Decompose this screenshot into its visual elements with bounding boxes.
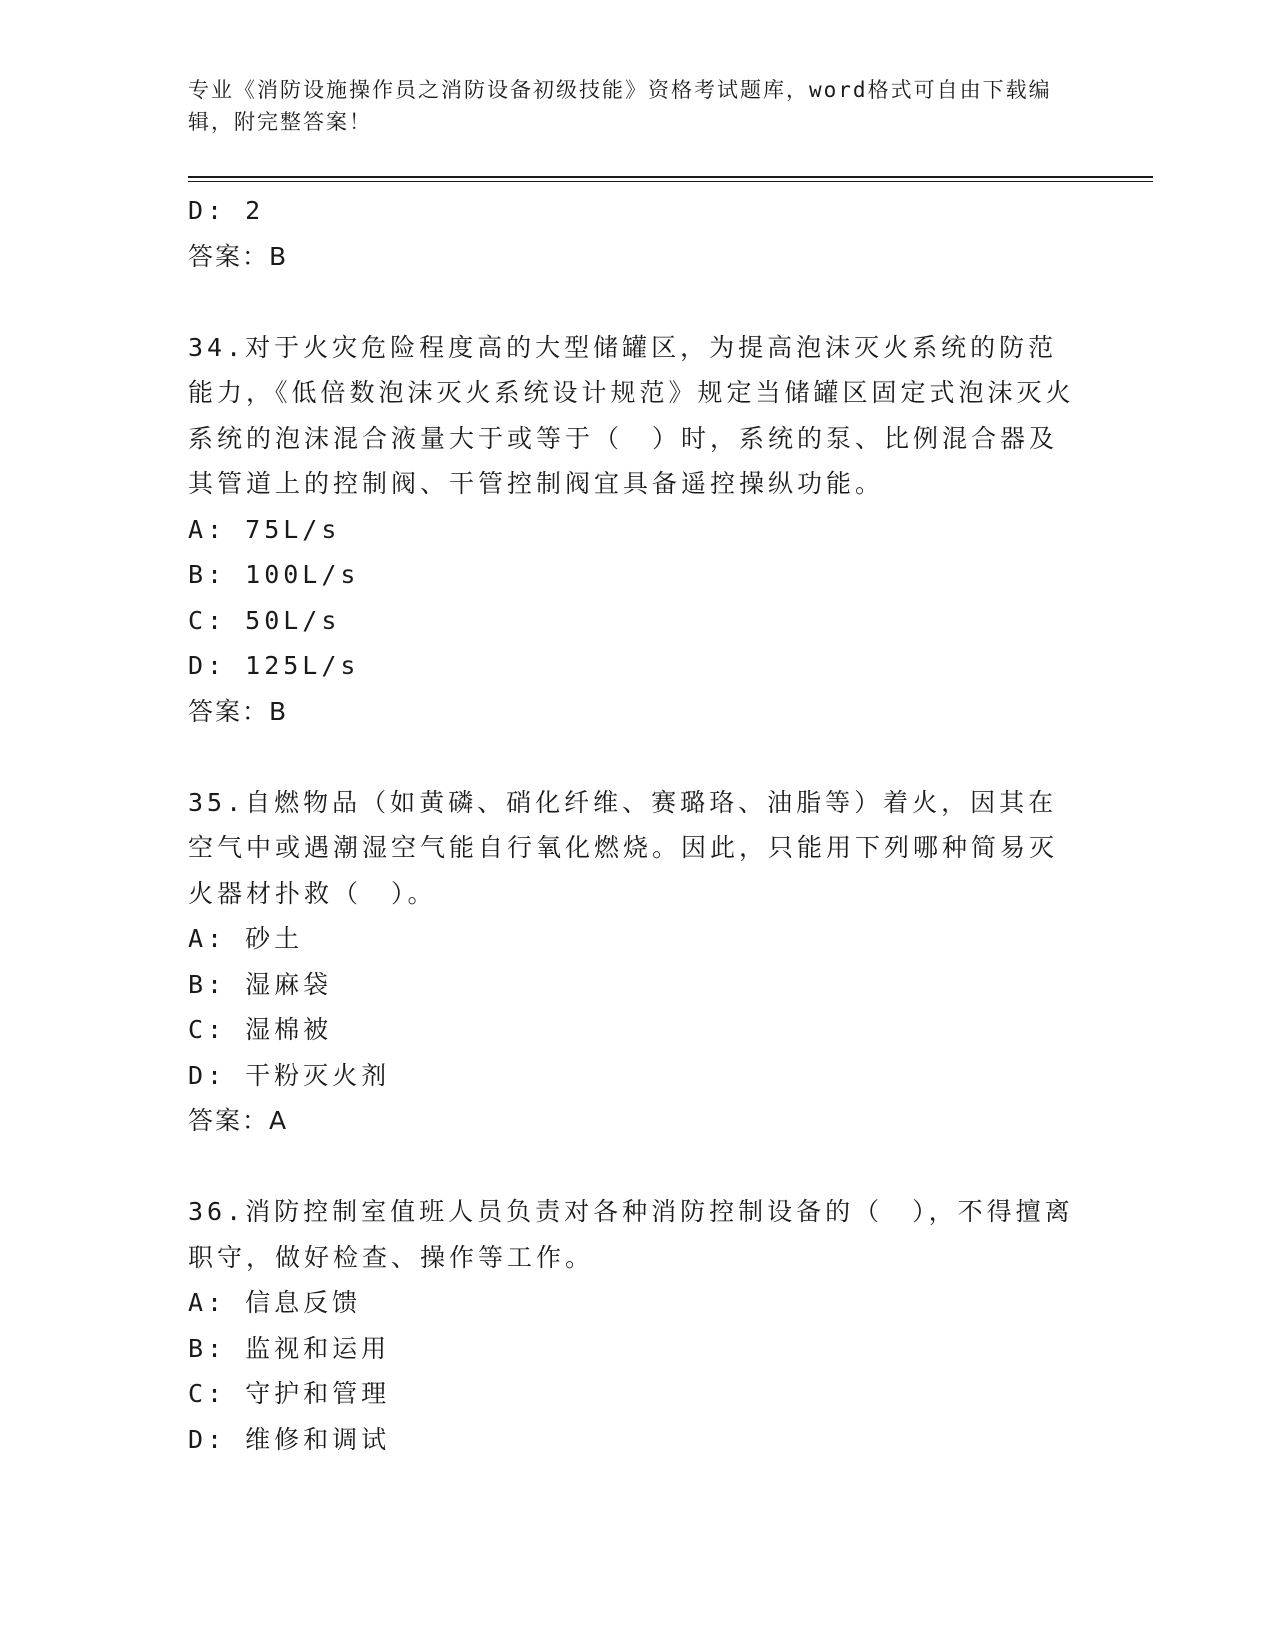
question-stem: 36.消防控制室值班人员负责对各种消防控制设备的（ ），不得擅离职守，做好检查、操作等工作。 xyxy=(188,1197,1074,1272)
prev-question-option-d: D: 2 xyxy=(188,196,265,225)
question-stem: 34.对于火灾危险程度高的大型储罐区，为提高泡沫灭火系统的防范能力，《低倍数泡沫灭火系统设计规范》规定当储罐区固定式泡沫灭火系统的泡沫混合液量大于或等于（ ）时，系统的泵、比例混合器及其管道上的控制阀、干管控制阀宜具备遥控操纵功能。 xyxy=(188,332,1075,498)
prev-question-answer: 答案：B xyxy=(188,241,289,271)
question-34 xyxy=(188,325,1088,735)
option-b: B: 湿麻袋 xyxy=(188,969,333,999)
question-list xyxy=(188,188,1088,1462)
spacer xyxy=(188,734,1088,780)
option-c: C: 守护和管理 xyxy=(188,1379,391,1408)
header-divider xyxy=(188,176,1153,178)
option-d: D: 干粉灭火剂 xyxy=(188,1060,391,1090)
option-a: A: 75L/s xyxy=(188,514,341,544)
option-d: D: 125L/s xyxy=(188,651,360,680)
question-36 xyxy=(188,1189,1088,1462)
option-c: C: 50L/s xyxy=(188,605,341,635)
option-a: A: 砂土 xyxy=(188,924,304,953)
option-d: D: 维修和调试 xyxy=(188,1424,391,1454)
question-35 xyxy=(188,780,1088,1144)
answer: 答案：B xyxy=(188,696,289,726)
spacer xyxy=(188,279,1088,325)
option-b: B: 100L/s xyxy=(188,560,360,589)
answer: 答案：A xyxy=(188,1106,289,1135)
question-stem: 35.自燃物品（如黄磷、硝化纤维、赛璐珞、油脂等）着火，因其在空气中或遇潮湿空气能自行氧化燃烧。因此，只能用下列哪种简易灭火器材扑救（ ）。 xyxy=(188,787,1059,908)
document-header: 专业《消防设施操作员之消防设备初级技能》资格考试题库，word格式可自由下载编辑，附完整答案！ xyxy=(188,78,1052,134)
header-divider-thin xyxy=(188,181,1153,182)
option-b: B: 监视和运用 xyxy=(188,1333,391,1363)
option-c: C: 湿棉被 xyxy=(188,1015,333,1044)
option-a: A: 信息反馈 xyxy=(188,1288,362,1317)
spacer xyxy=(188,1144,1088,1190)
